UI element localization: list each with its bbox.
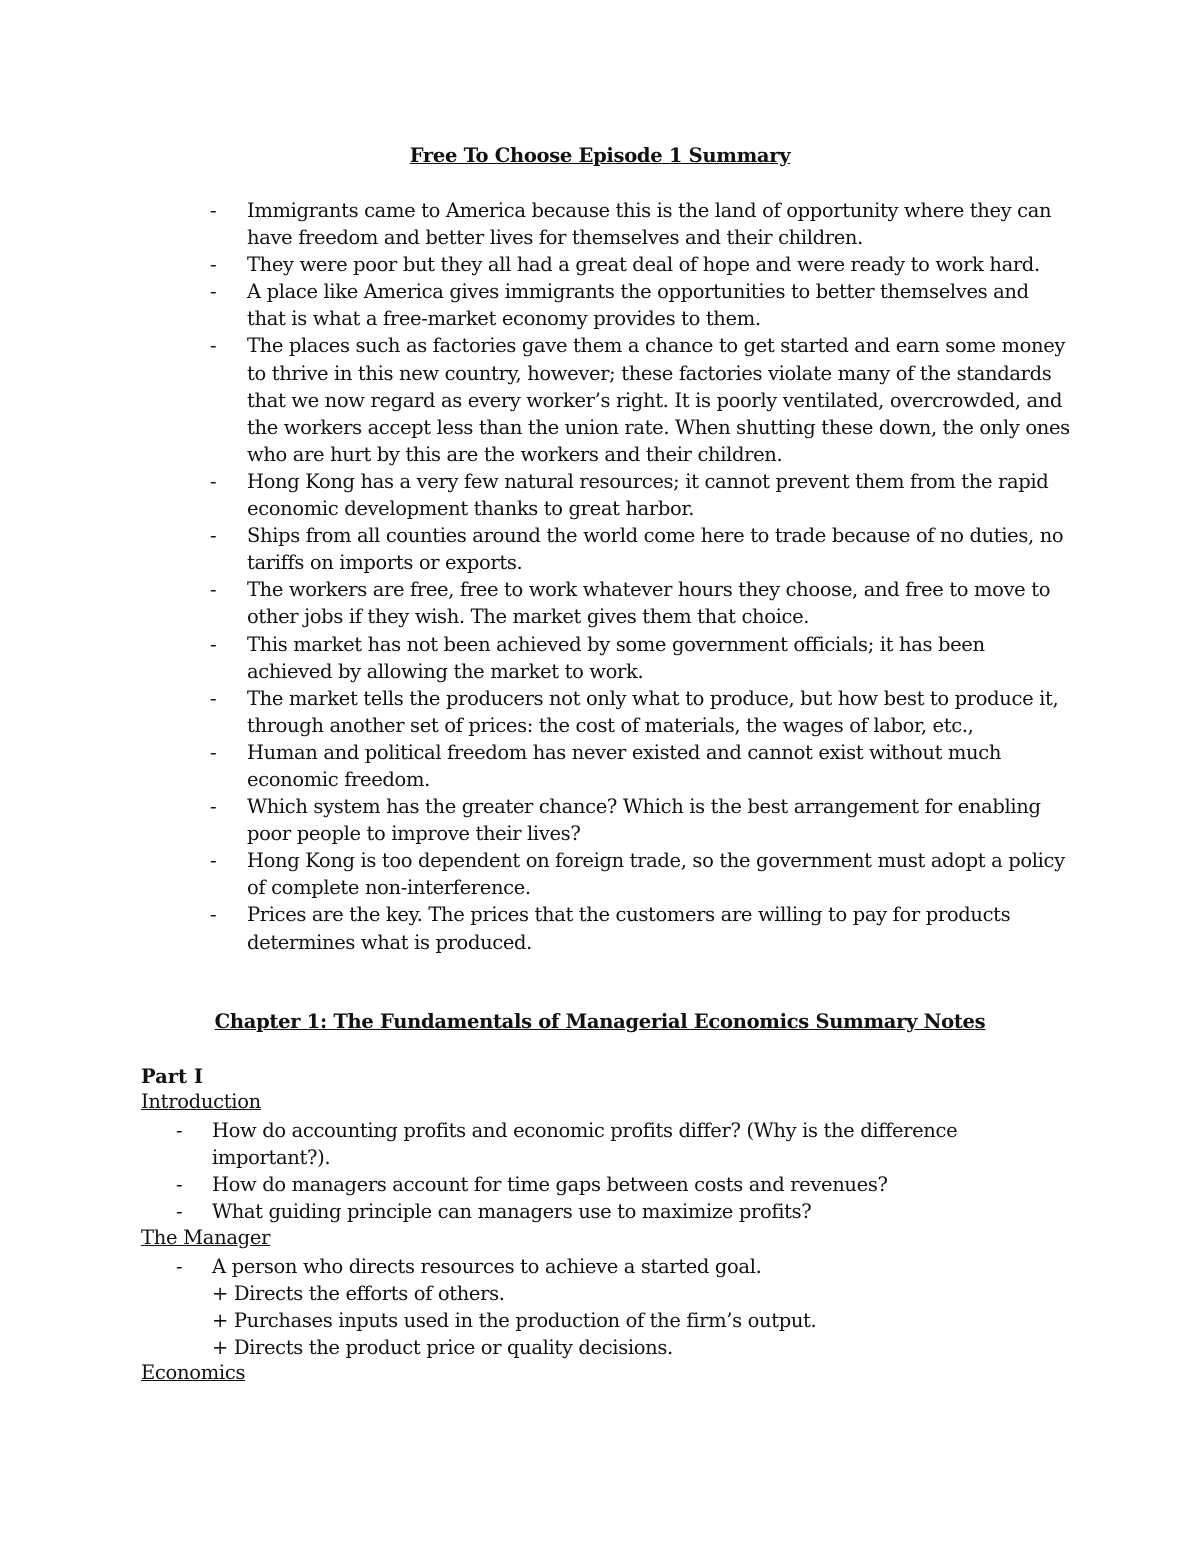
list-item: - A place like America gives immigrants the opportunities to better themselves and that is what a free-market economy provides to them. — [210, 280, 1029, 331]
dash-marker: - — [210, 632, 217, 656]
list-item: - They were poor but they all had a great deal of hope and were ready to work hard. — [210, 251, 1070, 278]
dash-marker: - — [210, 199, 217, 222]
manager-sub-item: + Directs the product price or quality decisions. — [212, 1336, 673, 1359]
dash-marker: - — [176, 1200, 183, 1224]
list-item: - The market tells the producers not only what to produce, but how best to produce it, through another set of prices: the cost of materials, the wages of labor, etc., — [210, 686, 1059, 737]
list-item: - Hong Kong is too dependent on foreign trade, so the government must adopt a policy of complete non-interference. — [210, 849, 1065, 900]
list-item: - Ships from all counties around the world come here to trade because of no duties, no tariffs on imports or exports. — [210, 524, 1064, 575]
dash-marker: - — [210, 849, 217, 873]
dash-marker: - — [210, 253, 217, 277]
chapter-title: Chapter 1: The Fundamentals of Managerial Economics Summary Notes — [214, 1010, 986, 1033]
manager-bullet-list — [176, 1253, 1036, 1280]
list-item: - Prices are the key. The prices that the customers are willing to pay for products determines what is produced. — [210, 903, 1011, 954]
list-item: - How do managers account for time gaps between costs and revenues? — [176, 1171, 1036, 1198]
dash-marker: - — [176, 1173, 183, 1197]
introduction-heading: Introduction — [141, 1090, 261, 1113]
episode-summary-title: Free To Choose Episode 1 Summary — [409, 144, 791, 167]
dash-marker: - — [210, 524, 217, 548]
episode-bullet-list — [210, 197, 1070, 956]
economics-heading: Economics — [141, 1361, 246, 1384]
part-heading: Part I — [141, 1065, 203, 1088]
list-item: - Hong Kong has a very few natural resources; it cannot prevent them from the rapid economic development thanks to great harbor. — [210, 469, 1049, 521]
list-item: - Immigrants came to America because this is the land of opportunity where they can have freedom and better lives for themselves and their children. — [210, 199, 1052, 250]
dash-marker: - — [210, 903, 217, 927]
list-item: - The workers are free, free to work whatever hours they choose, and free to move to other jobs if they wish. The market gives them that choice. — [210, 578, 1051, 629]
list-item: - How do accounting profits and economic profits differ? (Why is the difference important?). — [176, 1119, 958, 1170]
list-item: - Which system has the greater chance? Which is the best arrangement for enabling poor people to improve their lives? — [210, 795, 1041, 846]
dash-marker: - — [176, 1255, 183, 1278]
dash-marker: - — [210, 469, 217, 493]
dash-marker: - — [210, 740, 217, 764]
list-item: - A person who directs resources to achieve a started goal. — [176, 1253, 1036, 1280]
list-item: - Human and political freedom has never existed and cannot exist without much economic freedom. — [210, 740, 1002, 791]
dash-marker: - — [210, 686, 217, 710]
dash-marker: - — [210, 795, 217, 819]
dash-marker: - — [176, 1119, 183, 1142]
manager-sub-item: + Directs the efforts of others. — [212, 1282, 505, 1305]
dash-marker: - — [210, 280, 217, 304]
manager-sub-item: + Purchases inputs used in the production of the firm’s output. — [212, 1309, 817, 1332]
introduction-bullet-list — [176, 1117, 1036, 1225]
list-item: - What guiding principle can managers use to maximize profits? — [176, 1198, 1036, 1225]
list-item: - This market has not been achieved by some government officials; it has been achieved by allowing the market to work. — [210, 632, 985, 683]
list-item: - The places such as factories gave them a chance to get started and earn some money to thrive in this new country, however; these factories violate many of the standards that we now regard as every worker’s right. It is poorly ventilated, overcrowded, and the workers accept less than the union rate. When shutting these down, the only ones who are hurt by this are the workers and their children. — [210, 334, 1070, 466]
dash-marker: - — [210, 334, 217, 358]
manager-heading: The Manager — [141, 1226, 271, 1249]
dash-marker: - — [210, 578, 217, 602]
